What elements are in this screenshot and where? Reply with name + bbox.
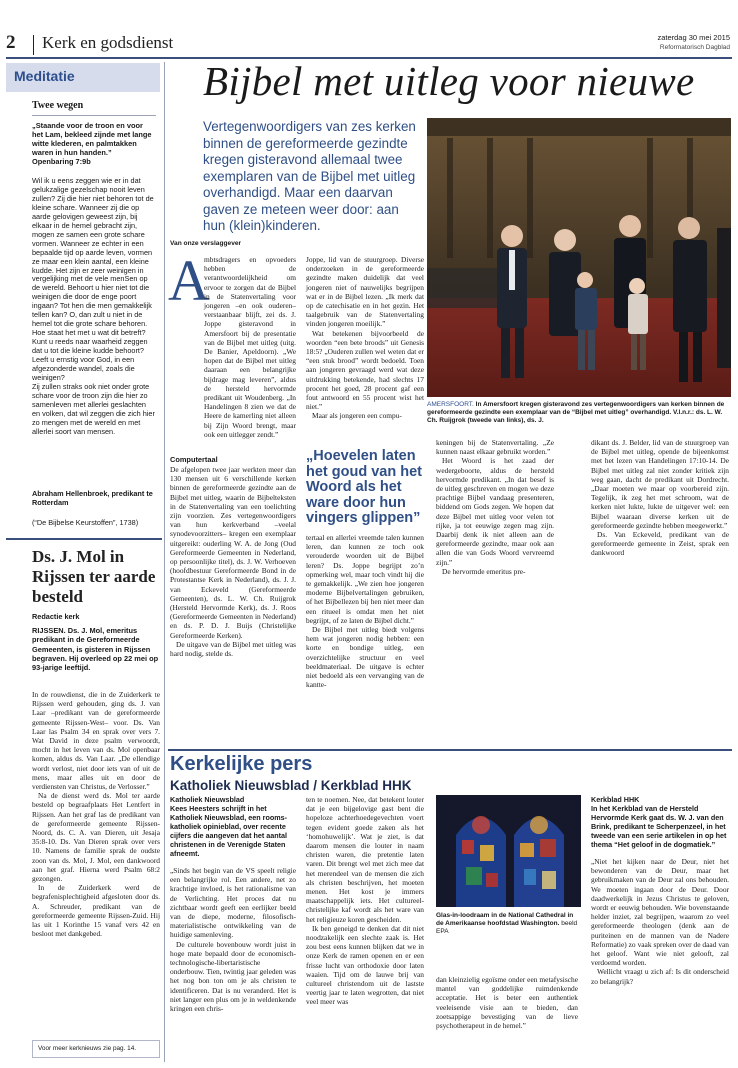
meditatie-body bbox=[32, 177, 156, 437]
pers-paragraph: ten te noemen. Nee, dat betekent louter dat je een bijgelovige gast bent die hopeloze achterhoedegevechten voert tegen evident goede zaken als het ‘homohuwelijk’. Wat je ziet, is dat daarom mensen die louter in naam christen waren, die pretentie laten varen. Dit brengt wel met zich mee dat het merendeel van de mensen die zich als christen beschrijven, het moeten menen. Het kost je immers maatschappelijk iets. Het cultureel-christelijke kaf wordt als het ware van het religieuze koren gescheiden. bbox=[306, 795, 424, 924]
article-paragraph: De uitgave van de Bijbel met uitleg was hard nodig, stelde ds. bbox=[170, 639, 296, 659]
mol-body bbox=[32, 690, 160, 938]
article-paragraph: dikant ds. J. Belder, lid van de stuurgroep van de Bijbel met uitleg, opende de bijeenkomst met het lezen van Handelingen 17:10-14. De Bijbel met uitleg zal niet zonder kritiek zijn weg gaan, dacht de predikant uit Dordrecht. „Daar moeten we maar op voorbereid zijn. Tegelijk, ik zeg het met schroom, wat de kerken niet lukte, lukte de uitgever wel: een Bijbel waaraan diverse kerken uit de gereformeerde gezindte hebben meegewerkt.” bbox=[591, 438, 729, 530]
meditatie-author: Abraham Hellenbroek, predikant te Rotterdam bbox=[32, 489, 153, 507]
meditatie-source: (“De Bijbelse Keurstoffen”, 1738) bbox=[32, 518, 139, 527]
mol-lead bbox=[32, 626, 160, 672]
pers-paragraph: „Sinds het begin van de VS speelt religie een belangrijke rol. Een andere, net zo krachtige invloed, is het rationalisme van de Verlichting. Het proces dat nu zichtbaar wordt geeft een eerlijker beeld van de diepe, moderne, filosofisch-materialistische ontwikkeling van de huidige samenleving. bbox=[170, 866, 296, 940]
quote-text: „Staande voor de troon en voor het Lam, bekleed zijnde met lange witte klederen, en palmtakken waren in hun handen.” bbox=[32, 121, 152, 157]
photo-caption bbox=[427, 401, 731, 426]
pers-paragraph: Ik ben geneigd te denken dat dit niet noodzakelijk een slechte zaak is. Het zou best eens kunnen blijken dat we in onze Kerk de ramen openen en er een frisse lucht van orthodoxie door laten waaien. Tijd om de lauwe brij van cultureel christendom uit de lastste veertig jaar te laten wegrotten, dat niet veel meer was bbox=[306, 923, 424, 1007]
mol-byline: Redactie kerk bbox=[32, 612, 80, 621]
page-number: 2 bbox=[6, 32, 16, 53]
article-column-2 bbox=[306, 255, 424, 421]
caption-label: AMERSFOORT. bbox=[427, 401, 474, 408]
article-paragraph: Joppe, lid van de stuurgroep. Diverse onderzoeken in de gereformeerde gezindte maken duidelijk dat veel jongeren niet of nauwelijks begrijpen wat er in de Bijbel lezen. „Ik merk dat op de catechisatie en in het gezin. Het taalgebruik van de Statenvertaling vinden jongeren moeilijk.” bbox=[306, 255, 424, 329]
article-column-1 bbox=[168, 248, 296, 439]
pers-lead: Katholiek Nieuwsblad Kees Heesters schrijft in het Katholiek Nieuwsblad, een rooms-katholiek opinieblad, over recente cijfers die aangeven dat het aantal christenen in de Verenigde Staten afneemt. bbox=[170, 795, 288, 858]
caption-text: In Amersfoort kregen gisteravond zes vertegenwoordigers van kerken binnen de gereformeerde gezindte een exemplaar van de “Bijbel met uitleg” overhandigd. V.l.n.r.: ds. L. W. Ch. Ruijgrok (tweede van links), ds. J. bbox=[427, 401, 725, 425]
more-news-link[interactable]: Voor meer kerknieuws zie pag. 14. bbox=[32, 1040, 160, 1058]
stained-glass-photo bbox=[436, 795, 581, 907]
drop-cap: A bbox=[168, 248, 210, 313]
meditatie-box bbox=[6, 63, 160, 92]
article-paragraph: De Bijbel met uitleg biedt volgens hem wat jongeren nodig hebben: een korte en bondige uitleg, een overzichtelijke structuur en veel beeldmateriaal. De uitgave is echter niet bedoeld als een vervanging van de kantte- bbox=[306, 625, 424, 690]
pull-quote: „Hoevelen laten het goud van het Woord als het ware door hun vingers glippen” bbox=[306, 448, 422, 526]
pers-column-1 bbox=[170, 795, 296, 1013]
meditatie-paragraph: Zij zullen straks ook niet onder grote schare voor de troon zijn die hier zo samenleven met allerlei geslachten en volken, dat wil zeggen die zich hier zo mengen met de wereld en met allerlei soort van mensen. bbox=[32, 381, 155, 436]
meditatie-paragraph: Wil ik u eens zeggen wie er in dat gelukzalige gezelschap nooit leven zullen? Zij die hier niet behoren tot de kleine schare. Wanneer zij die op aarde gelovigen geweest zijn, bij elkaar in de hemel gebracht zijn, mogen ze samen een grote schare vormen. Wanneer ze echter in een bepaalde tijd op aarde leven, vormen ze maar een klein aantal, een kleine kudde. Het zijn er zeer weinigen in vergelijking met de vele menSen op de wereld. Behoort u hier niet tot die weinigen die door de enge poort ingaan? Tot hen die men gemakkelijk tellen kan? O, dan zult u niet in de hemel tot die grote schare behoren. Hoe staat het met u wat dit betreft? Kunt u reeds naar waarheid zeggen dat u tot die kleine kudde behoort? Leeft u ernstig voor God, in een afgezonderde wandel, zoals die weinigen? bbox=[32, 176, 154, 382]
article-column-1b bbox=[170, 465, 296, 658]
section-title: Kerk en godsdienst bbox=[42, 33, 174, 52]
article-byline: Van onze verslaggever bbox=[170, 240, 242, 247]
pers-column-3 bbox=[436, 975, 578, 1030]
section-rule bbox=[168, 749, 732, 751]
paper-name: Reformatorisch Dagblad bbox=[659, 44, 730, 51]
article-paragraph: tertaal en allerlei vreemde talen kunnen leren, dan kunnen ze toch ook verouderde woorden uit de Bijbel leren? Ds. Joppe begrijpt zo’n opmerking wel, maar toch vindt hij die te gemakkelijk. „We zien hoe jongeren moderne Bijbelvertalingen gebruiken, of het Bijbellezen bij hen niet meer dan een ritueel is omdat men het niet begrijpt, of ze laten de Bijbel dicht.” bbox=[306, 533, 424, 625]
mol-paragraph: In de Zuiderkerk werd de begrafenisplechtigheid afgesloten door ds. A. Schreuder, predikant van de gereformeerde gemeente Rijssen-Zuid. Hij las uit 1 Korinthe 15 vanaf vers 42 en besloot met dankgebed. bbox=[32, 883, 160, 939]
mol-paragraph: In de rouwdienst, die in de Zuiderkerk te Rijssen werd gehouden, ging ds. J. van Laar –predikant van de gereformeerde gemeente Rijssen-West– voor. Ds. Van Laar las Psalm 34 en sprak over vers 7. Wat David in deze psalm verwoordt, mocht in het leven van ds. Mol openbaar komen, aldus ds. Van Laar. „De ellendige wordt verlost, niet door iets van of uit de mens, maar alles uit en door de verdiensten van Christus, de Verlosser.” bbox=[32, 690, 160, 792]
pers-subtitle: Katholiek Nieuwsblad / Kerkblad HHK bbox=[170, 778, 412, 793]
article-paragraph: keningen bij de Statenvertaling. „Ze kunnen naast elkaar gebruikt worden.” bbox=[436, 438, 554, 457]
article-column-4 bbox=[591, 438, 729, 558]
mol-lead-text: RIJSSEN. Ds. J. Mol, emeritus predikant in de Gereformeerde Gemeenten, is gisteren in Rijssen begraven. Hij overleed op 22 mei op 93-jarige leeftijd. bbox=[32, 626, 159, 673]
article-paragraph: De hervormde emeritus pre- bbox=[442, 566, 526, 576]
meditatie-label: Meditatie bbox=[14, 68, 75, 84]
issue-date: zaterdag 30 mei 2015 bbox=[657, 33, 730, 42]
article-paragraph: mbtsdragers en opvoeders hebben de verantwoordelijkheid om ervoor te zorgen dat de Bijbel in de Statenvertaling voor jongeren –en ook ouderen– verstaanbaar blijft, zei ds. J. Joppe gisteravond in Amersfoort bij de presentatie van de Bijbel met uitleg (uitg. De Banier, Apeldoorn). „We hopen dat de Bijbel met uitleg daaraan een belangrijke bijdrage mag leveren”, aldus de hersteld hervormde predikant uit Woudenberg. „In Handelingen 8 zien we dat de Heere de kamerling niet alleen bij Zijn Woord brengt, maar ook een uitlegger zendt.” bbox=[204, 255, 296, 439]
glass-caption-text: Glas-in-loodraam in de National Cathedral in de Amerikaanse hoofdstad Washington. bbox=[436, 912, 574, 928]
article-column-3 bbox=[436, 438, 554, 576]
pers-lead: Kerkblad HHK In het Kerkblad van de Hersteld Hervormde Kerk gaat ds. W. J. van den Brink, predikant te Scherpenzeel, in het tweede van een serie artikelen in op het thema “Het geloof in de dogmatiek.” bbox=[591, 795, 727, 849]
article-photo bbox=[427, 118, 731, 397]
article-paragraph: Wat betekenen bijvoorbeeld de woorden “een bete broods” uit Genesis 18:5? „Ouderen zullen wel weten dat er “een stuk brood” wordt bedoeld. Toen aan jongeren gevraagd werd wat deze uitdrukking betekende, had slechts 17 procent het goed, 28 procent gaf een fout antwoord en 55 procent wist het niet.” bbox=[306, 328, 424, 412]
pers-paragraph: dan kleinzielig egoïsme onder een metafysische mantel van goddelijke ruimdenkende acceptatie. Het is beter een authentiek veeleisende visie aan te bieden, dan zoetsappige bevestiging van de lieve psychotherapeut in de hemel.” bbox=[436, 975, 578, 1031]
article-subhead: Computertaal bbox=[170, 455, 218, 464]
column-divider bbox=[164, 62, 165, 1062]
stained-glass-image bbox=[436, 795, 581, 907]
meditatie-quote bbox=[32, 121, 154, 166]
pers-paragraph: De culturele bovenbouw wordt juist in hoge mate bepaald door de economisch-technologische-libertaristische onderbouw. Tien, twintig jaar geleden was het nog bon ton om je als christen te identificeren. Dat is nu veranderd. Het is niet langer een plus om je in weldenkende kringen een chris- bbox=[170, 939, 296, 1014]
glass-credit: beeld EPA bbox=[436, 920, 578, 936]
article-paragraph: Maar als jongeren een compu- bbox=[312, 411, 402, 421]
quote-reference: Openbaring 7:9b bbox=[32, 157, 91, 166]
header-divider bbox=[33, 35, 34, 55]
sidebar-rule bbox=[6, 538, 162, 540]
article-paragraph: Het Woord is het zaad der wedergeboorte, aldus de hersteld hervormde predikant. „In dat besef is de uitleg geschreven en mogen we deze prachtige Bijbel vandaag presenteren, biddend om Gods zegen. We hopen dat deze Bijbel met uitleg voor velen tot rijke, ja tot eeuwige zegen mag zijn. Daarbij denk ik niet alleen aan de gereformeerde gezindte, maar ook aan allen die van Gods Woord vervreemd zijn.” bbox=[436, 456, 554, 567]
article-column-2b bbox=[306, 533, 424, 689]
article-paragraph: Ds. Van Eckeveld, predikant van de gereformeerde gemeente in Zeist, sprak een dankwoord bbox=[591, 530, 729, 558]
pers-paragraph: Wellicht vraagt u zich af: Is dit onderscheid zo belangrijk? bbox=[591, 967, 729, 986]
article-paragraph: De afgelopen twee jaar werkten meer dan 130 mensen uit 6 verschillende kerken binnen de gereformeerde gezindte aan de Bijbel met uitleg, waarin de Bijbelteksten in de Statenvertaling van een toelichting zijn voorzien. Zes vertegenwoordigers van hun kerkverband –veelal synodevoorzitters– kregen een exemplaar uitgereikt: ouderling W. A. de Jong (Oud Gereformeerde Gemeenten in Nederland, op persoonlijke titel), ds. J. W. Verhoeven (hoofdbestuur Gereformeerde Bond in de Protestantse Kerk in Nederland), ds. J. J. van Eckeveld (Gereformeerde Gemeenten), ds. L. W. Ch. Ruijgrok (Hersteld Hervormde Kerk), ds. J. Roos (Gereformeerde Gemeenten in Nederland) en ds. P. D. J. Buijs (Christelijke Gereformeerde Kerken). bbox=[170, 465, 296, 640]
mol-headline: Ds. J. Mol in Rijssen ter aarde besteld bbox=[32, 547, 156, 606]
glass-caption bbox=[436, 912, 582, 937]
meditatie-title: Twee wegen bbox=[32, 100, 84, 111]
pers-title: Kerkelijke pers bbox=[170, 753, 313, 775]
divider bbox=[32, 115, 156, 116]
mol-paragraph: Na de dienst werd ds. Mol ter aarde besteld op begraafplaats Het Lentfert in Rijssen. Aan het graf las de predikant van de gereformeerde gemeente Rijssen-Noord, ds. C. A. van Dieren, uit Jesaja 35:8-10. Ds. Van Dieren sprak over vers 10. Namens de familie sprak de oudste zoon van ds. Mol, J. Mol, een dankwoord aan het graf. Hierna werd Psalm 68:2 gezongen. bbox=[32, 791, 160, 884]
pers-column-4 bbox=[591, 795, 729, 986]
pers-column-2 bbox=[306, 795, 424, 1007]
article-headline: Bijbel met uitleg voor nieuwe bbox=[203, 58, 695, 104]
pers-paragraph: „Niet het kijken naar de Deur, niet het bewonderen van de Deur, maar het gebruikmaken van de Deur zal ons behouden. We moeten ingaan door de Deur. Door daadwerkelijk in Jezus Christus te geloven, wordt er eeuwig behouden. Wie bovenstaande helder inziet, zal begrijpen, waarom zo veel gereformeerde theologen (denk aan de puriteinen en de mannen van de Nadere Reformatie) zo vaak spreken over de daad van het geloof. Want wie niet gelooft, zal verdoemd worden. bbox=[591, 857, 729, 968]
group-photo-image bbox=[427, 118, 731, 397]
article-intro: Vertegenwoordigers van zes kerken binnen de gereformeerde gezindte kregen gisteravond allemaal twee exemplaren van de Bijbel met uitleg overhandigd. Maar een daarvan gaven ze meteen weer door: aan hun (klein)kinderen. bbox=[203, 119, 416, 233]
